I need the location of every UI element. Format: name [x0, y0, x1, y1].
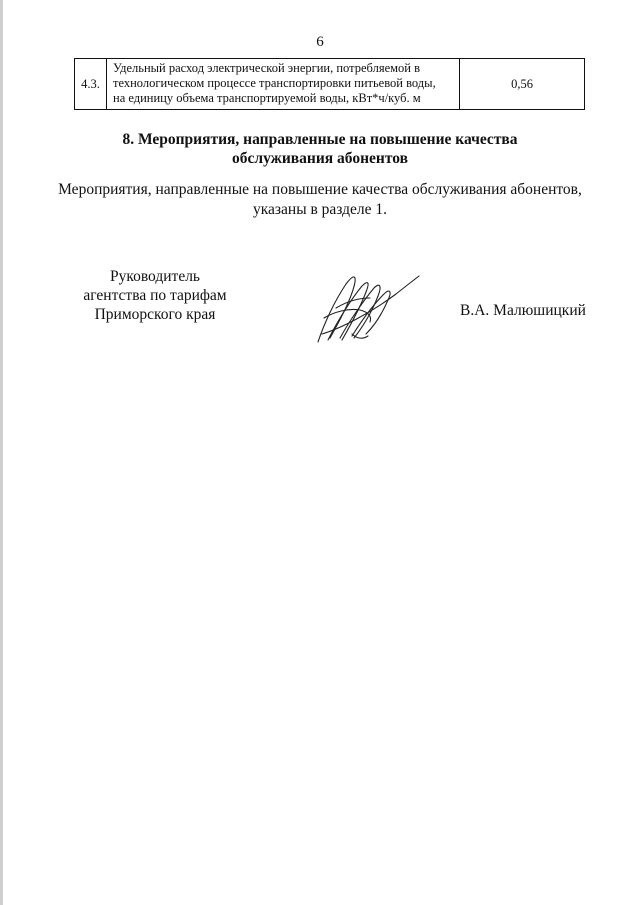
indicators-table: [74, 58, 585, 110]
signer-position: [60, 267, 250, 324]
row-description-line: Удельный расход электрической энергии, потребляемой в: [113, 61, 421, 75]
signer-name: В.А. Малюшицкий: [460, 302, 586, 319]
section-title-line: 8. Мероприятия, направленные на повышение качества: [122, 131, 518, 148]
row-description-line: технологическом процессе транспортировки питьевой воды,: [113, 76, 436, 90]
table-row: [75, 59, 585, 110]
row-number: 4.3.: [75, 59, 107, 110]
signer-position-line: Руководитель: [109, 268, 201, 285]
row-description: [107, 59, 460, 110]
signer-position-line: агентства по тарифам: [83, 287, 227, 304]
section-title-line: обслуживания абонентов: [232, 150, 408, 167]
section-text-line: указаны в разделе 1.: [252, 201, 388, 218]
page-number: 6: [316, 34, 324, 50]
row-value: 0,56: [460, 59, 585, 110]
section-text-line: Мероприятия, направленные на повышение качества обслуживания абонентов,: [58, 181, 582, 198]
signer-position-line: Приморского края: [94, 306, 216, 323]
page-left-edge: [0, 0, 3, 905]
handwritten-signature: [312, 268, 422, 348]
row-description-line: на единицу объема транспортируемой воды, кВт*ч/куб. м: [113, 91, 421, 105]
section-text: [56, 180, 584, 220]
section-title: [60, 130, 580, 168]
